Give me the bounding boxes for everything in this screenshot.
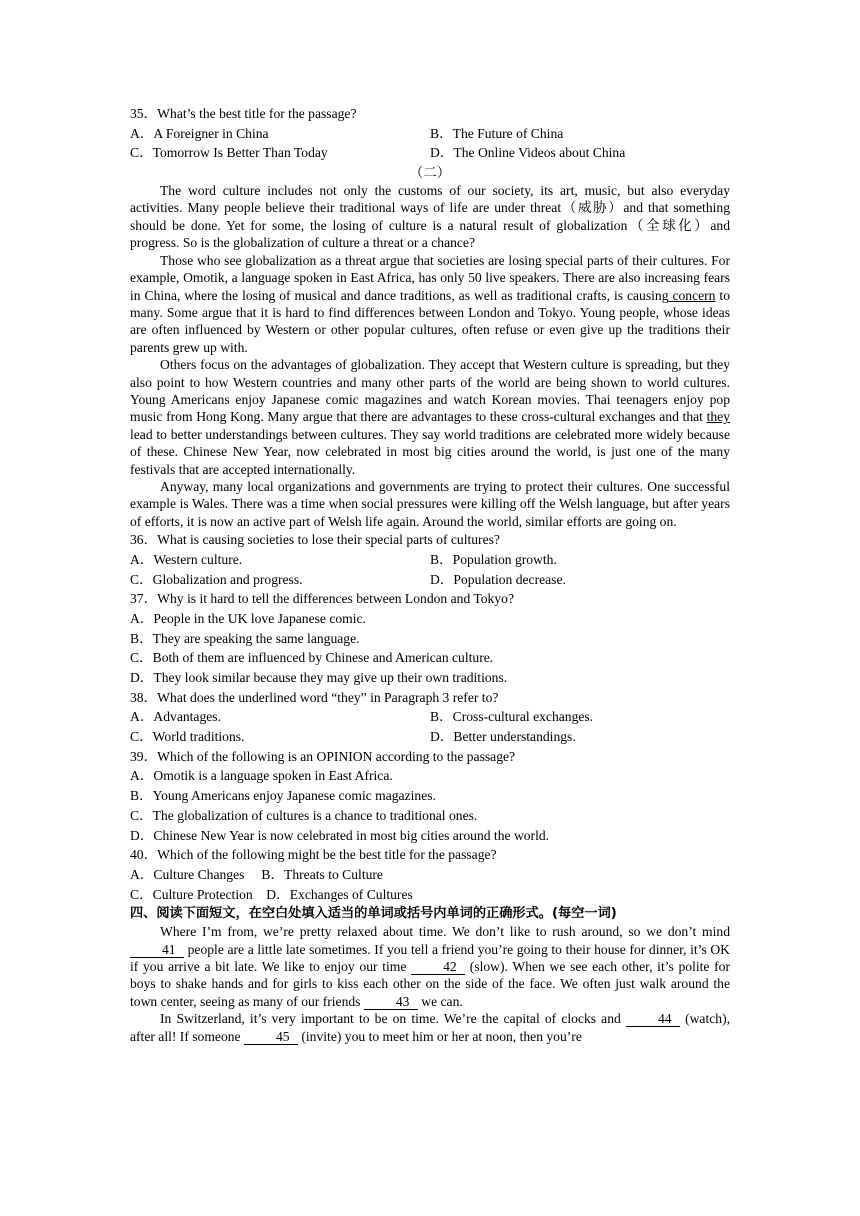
option-39-c: C．The globalization of cultures is a chance to traditional ones. <box>130 807 478 823</box>
blank-45[interactable]: 45 <box>244 1029 298 1045</box>
exam-page <box>130 104 730 1045</box>
blank-43[interactable]: 43 <box>364 994 418 1010</box>
paragraph-3-text-before: Others focus on the advantages of globalization. They accept that Western culture is spreading, but they also point to how Western countries and many other parts of the world are being shown to world cultures. Young Americans enjoy Japanese comic magazines and watch Korean movies. Thai teenagers enjoy pop music from Hong Kong. Many argue that there are advantages to these cross-cultural exchanges and that <box>130 357 730 425</box>
cloze-text: (slow). When we see each other, it’s polite for boys to shake hands and for girls to kiss each other on the side of the face. We often just walk around the town center, seeing as many of our friends <box>130 959 731 1009</box>
underlined-word-concern: concern <box>668 287 716 303</box>
passage-paragraph-2 <box>130 252 730 356</box>
option-36-a: A．Western culture. <box>130 551 243 567</box>
cloze-text: Where I’m from, we’re pretty relaxed about time. We don’t like to rush around, so we don’t mind <box>160 924 730 940</box>
question-40-options-ab: A．Culture Changes B．Threats to Culture <box>130 866 383 882</box>
cloze-text: we can. <box>417 993 463 1009</box>
option-36-c: C．Globalization and progress. <box>130 571 303 587</box>
section-4-heading: 四、阅读下面短文，在空白处填入适当的单词或括号内单词的正确形式。(每空一词) <box>130 906 617 922</box>
option-38-d: D．Better understandings. <box>430 729 576 745</box>
paragraph-2-text-after: to many. Some argue that it is hard to find differences between London and Tokyo. Young people, whose ideas are often influenced by Western or other popular cultures, often refuse or even give up the traditions their parents grew up with. <box>130 287 731 355</box>
option-37-c: C．Both of them are influenced by Chinese and American culture. <box>130 650 494 666</box>
question-35-stem: 35．What’s the best title for the passage? <box>130 106 357 121</box>
question-38-stem: 38．What does the underlined word “they” in Paragraph 3 refer to? <box>130 689 499 705</box>
passage-paragraph-4: Anyway, many local organizations and governments are trying to protect their cultures. One successful example is Wales. There was a time when social pressures were killing off the Welsh language, but after years of efforts, it is now an active part of Welsh life again. Around the world, similar efforts are going on. <box>130 478 730 529</box>
underlined-word-they: they <box>706 409 730 425</box>
cloze-text: In Switzerland, it’s very important to be on time. We’re the capital of clocks and <box>160 1011 626 1027</box>
cloze-text: people are a little late sometimes. If you tell a friend you’re going to their house for dinner, it’s OK if you arrive a bit late. We like to enjoy our time <box>130 941 730 975</box>
passage-paragraph-3 <box>130 356 730 478</box>
option-39-b: B．Young Americans enjoy Japanese comic magazines. <box>130 788 436 804</box>
option-35-a: A．A Foreigner in China <box>130 125 269 141</box>
option-39-a: A．Omotik is a language spoken in East Africa. <box>130 768 393 784</box>
option-36-d: D．Population decrease. <box>430 571 566 587</box>
question-36-options-cd <box>130 570 730 590</box>
option-38-b: B．Cross-cultural exchanges. <box>430 709 594 725</box>
blank-44[interactable]: 44 <box>626 1011 680 1027</box>
question-40-stem: 40．Which of the following might be the best title for the passage? <box>130 847 497 863</box>
blank-41[interactable]: 41 <box>130 942 184 958</box>
cloze-text: (watch), after all! If someone <box>130 1011 730 1044</box>
paragraph-3-text-after: lead to better understandings between cultures. They say world traditions are celebrated more widely because of these. Chinese New Year, now celebrated in most big cities around the world, is just one of the many festivals that are accepted internationally. <box>130 426 730 477</box>
blank-42[interactable]: 42 <box>411 959 465 975</box>
question-35-options-ab <box>130 124 730 144</box>
question-35-options-cd <box>130 143 730 163</box>
passage-paragraph-1: The word culture includes not only the customs of our society, its art, music, but also everyday activities. Many people believe their traditional ways of life are under threat（威胁）and that something should be done. Yet for some, the losing of culture is a natural result of globalization（全球化）and progress. So is the globalization of culture a threat or a chance? <box>130 183 730 251</box>
option-35-b: B．The Future of China <box>430 125 564 141</box>
cloze-text: (invite) you to meet him or her at noon, then you’re <box>297 1028 582 1044</box>
question-39-stem: 39．Which of the following is an OPINION according to the passage? <box>130 748 516 764</box>
question-38-options-ab <box>130 707 730 727</box>
paragraph-2-text-before: Those who see globalization as a threat argue that societies are losing special parts of their cultures. For example, Omotik, a language spoken in East Africa, has only 50 live speakers. There are also increasing fears in China, where the losing of musical and dance traditions, as well as traditional crafts, is causing <box>130 252 730 303</box>
option-35-c: C．Tomorrow Is Better Than Today <box>130 145 328 161</box>
option-35-d: D．The Online Videos about China <box>430 145 626 161</box>
option-36-b: B．Population growth. <box>430 551 557 567</box>
option-37-a: A．People in the UK love Japanese comic. <box>130 610 366 626</box>
question-36-stem: 36．What is causing societies to lose their special parts of cultures? <box>130 532 500 548</box>
cloze-paragraph-1 <box>130 923 730 1010</box>
section-2-title: （二） <box>409 165 451 181</box>
question-40-options-cd: C．Culture Protection D．Exchanges of Cultures <box>130 886 413 902</box>
cloze-paragraph-2 <box>130 1010 730 1045</box>
option-38-a: A．Advantages. <box>130 709 221 725</box>
question-38-options-cd <box>130 727 730 747</box>
question-36-options-ab <box>130 550 730 570</box>
option-37-b: B．They are speaking the same language. <box>130 630 360 646</box>
option-39-d: D．Chinese New Year is now celebrated in most big cities around the world. <box>130 827 550 843</box>
question-37-stem: 37．Why is it hard to tell the differences between London and Tokyo? <box>130 591 514 607</box>
option-37-d: D．They look similar because they may give up their own traditions. <box>130 670 508 685</box>
option-38-c: C．World traditions. <box>130 729 245 745</box>
